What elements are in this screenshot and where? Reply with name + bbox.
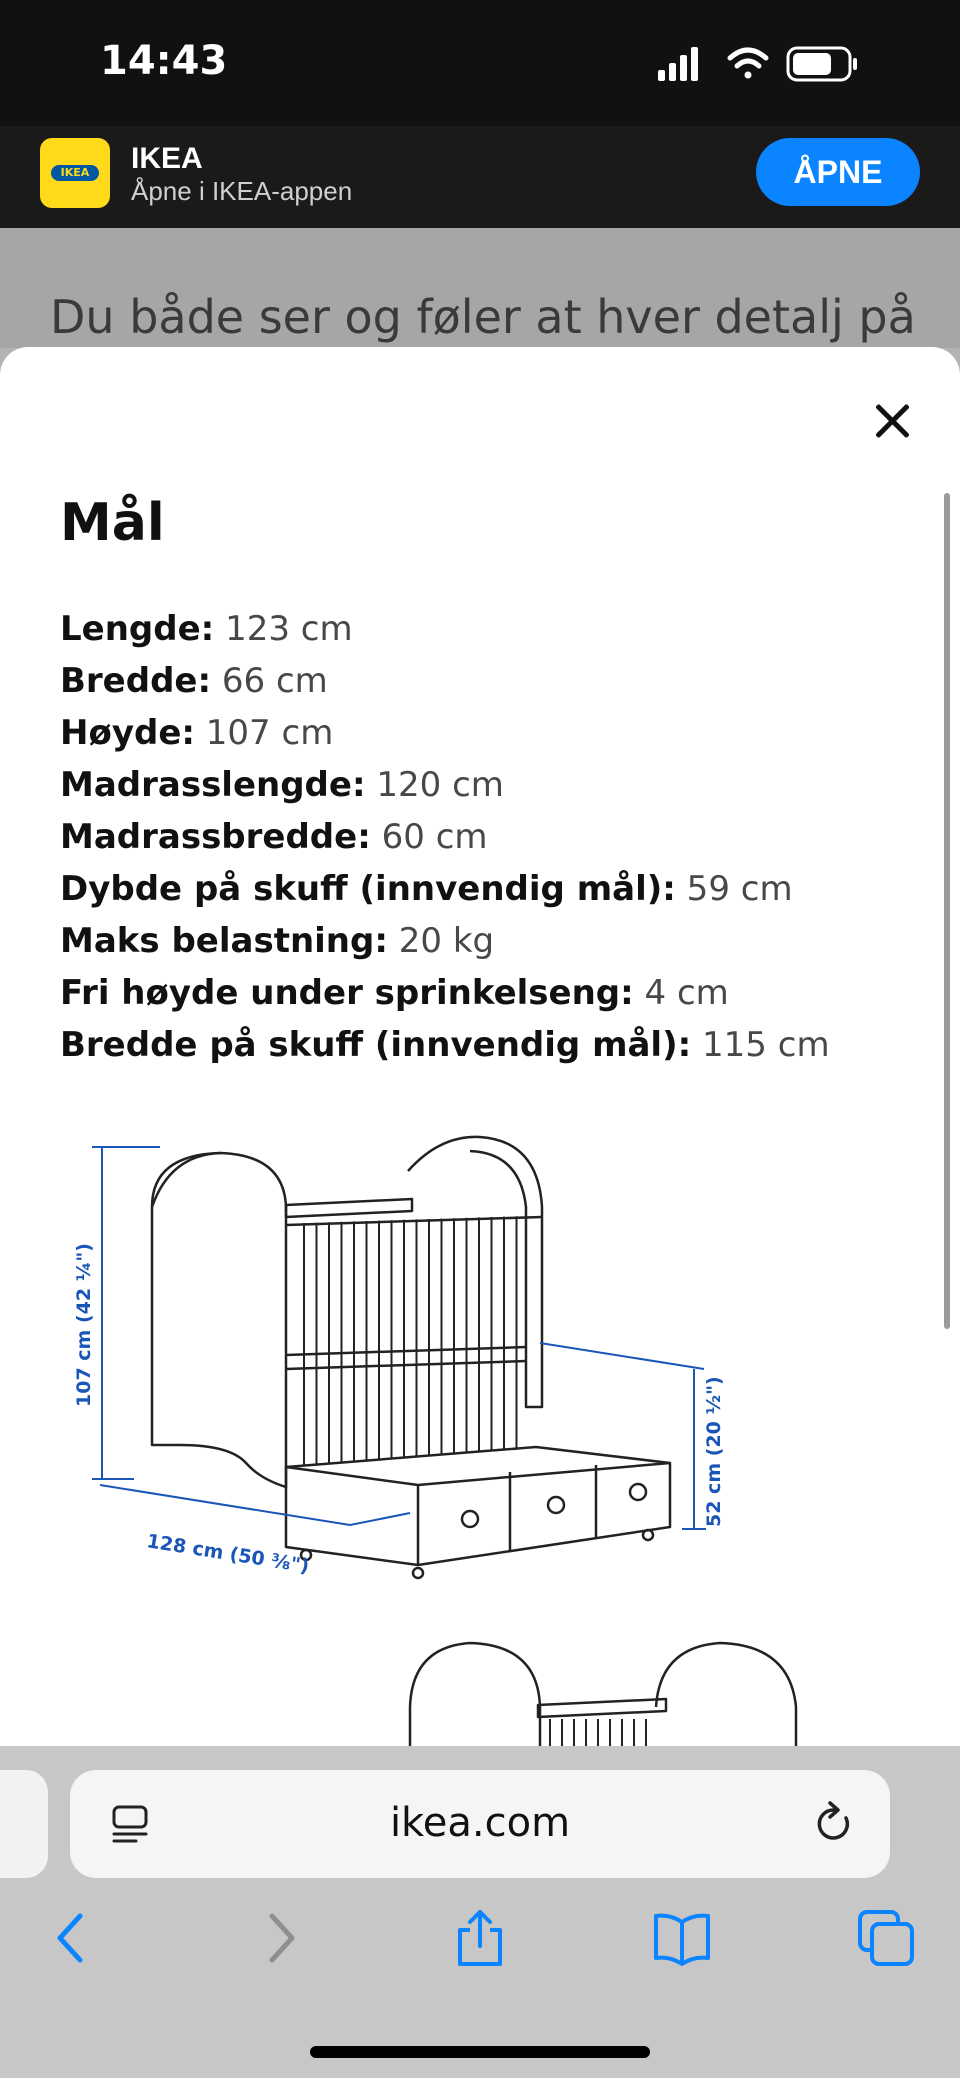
reload-icon[interactable]: [812, 1800, 856, 1848]
second-view-slats: [550, 1719, 646, 1747]
signal-icon: [658, 47, 698, 81]
crib-dimension-drawing: [60, 1107, 900, 1747]
spec-item: [60, 603, 830, 655]
wifi-icon: [730, 50, 766, 79]
spec-value: 123 cm: [214, 609, 353, 649]
banner-app-name: IKEA: [131, 142, 203, 175]
spec-label: Fri høyde under sprinkelseng:: [60, 973, 634, 1013]
open-app-button[interactable]: ÅPNE: [756, 138, 920, 206]
crib-left-panel: [152, 1153, 286, 1487]
background-text: Du både ser og føler at hver detalj på: [50, 290, 916, 344]
spec-value: 60 cm: [370, 817, 488, 857]
spec-label: Maks belastning:: [60, 921, 388, 961]
banner-subtitle: Åpne i IKEA-appen: [131, 176, 353, 206]
modal-title: Mål: [60, 493, 165, 553]
modal-scrollbar[interactable]: [944, 493, 950, 1329]
drawer-height-label: 52 cm (20 ½"): [703, 1376, 725, 1527]
forward-icon[interactable]: [250, 1908, 310, 1968]
dimensions-modal: [0, 347, 960, 1747]
spec-item: [60, 863, 830, 915]
spec-item: [60, 811, 830, 863]
spec-value: 66 cm: [211, 661, 328, 701]
home-indicator: [310, 2046, 650, 2058]
spec-label: Bredde på skuff (innvendig mål):: [60, 1025, 692, 1065]
spec-label: Dybde på skuff (innvendig mål):: [60, 869, 676, 909]
page-background: [0, 228, 960, 348]
tabs-icon[interactable]: [856, 1908, 916, 1968]
url-text: ikea.com: [389, 1800, 571, 1846]
spec-item: [60, 759, 830, 811]
width-dimension-label: 128 cm (50 ⅜"): [145, 1530, 311, 1578]
ikea-logo-text: IKEA: [51, 165, 99, 181]
spec-value: 107 cm: [194, 713, 334, 753]
battery-icon: [788, 48, 857, 80]
crib-drawer: [286, 1447, 670, 1565]
spec-value: 4 cm: [633, 973, 729, 1013]
spec-label: Høyde:: [60, 713, 195, 753]
status-time: 14:43: [100, 38, 228, 84]
spec-item: [60, 967, 830, 1019]
address-bar[interactable]: [70, 1770, 890, 1878]
status-icons: [658, 44, 898, 84]
spec-label: Bredde:: [60, 661, 212, 701]
ikea-app-icon: [40, 138, 110, 208]
previous-tab-peek[interactable]: [0, 1770, 48, 1878]
spec-label: Madrasslengde:: [60, 765, 366, 805]
spec-item: [60, 655, 830, 707]
spec-label: Lengde:: [60, 609, 215, 649]
spec-item: [60, 707, 830, 759]
back-icon[interactable]: [42, 1908, 102, 1968]
spec-label: Madrassbredde:: [60, 817, 371, 857]
spec-value: 59 cm: [675, 869, 793, 909]
close-icon[interactable]: [866, 395, 918, 447]
browser-toolbar: [0, 1746, 960, 2078]
bookmarks-icon[interactable]: [652, 1908, 712, 1968]
crib-slats: [304, 1216, 517, 1465]
status-bar: [0, 0, 960, 126]
spec-value: 120 cm: [365, 765, 504, 805]
spec-value: 115 cm: [691, 1025, 830, 1065]
spec-item: [60, 1019, 830, 1071]
smart-app-banner: [0, 126, 960, 228]
spec-list: [60, 603, 830, 1071]
share-icon[interactable]: [450, 1908, 510, 1968]
spec-item: [60, 915, 830, 967]
height-dimension-label: 107 cm (42 ¼"): [73, 1243, 95, 1407]
spec-value: 20 kg: [387, 921, 495, 961]
